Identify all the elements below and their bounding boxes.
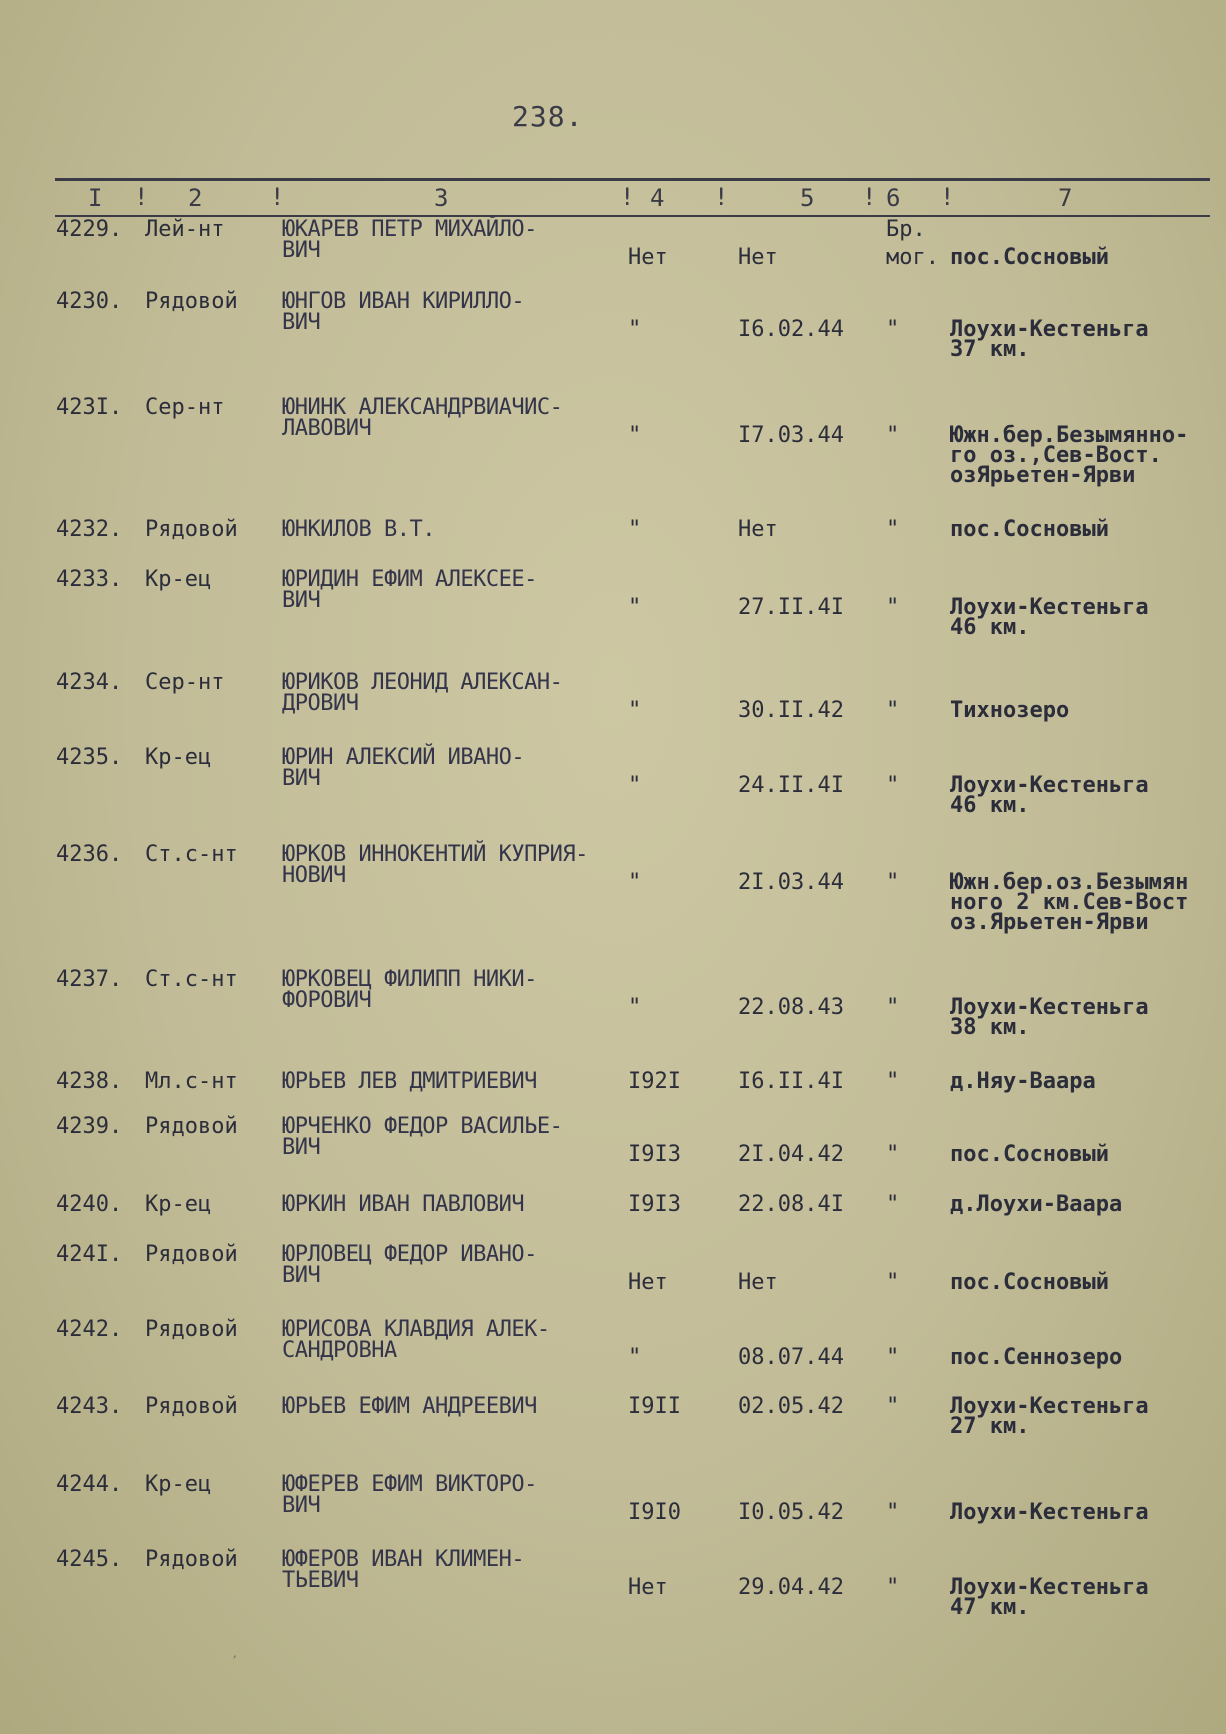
full-name bbox=[282, 1069, 537, 1094]
burial-location-line: Южн.бер.оз.Безымян bbox=[950, 870, 1189, 895]
military-rank: Ст.с-нт bbox=[145, 967, 238, 992]
header-col-5: 5 bbox=[800, 184, 815, 212]
burial-location-line: пос.Сосновый bbox=[950, 1142, 1109, 1167]
burial-location bbox=[950, 773, 1149, 818]
full-name bbox=[282, 395, 563, 441]
burial-location bbox=[950, 423, 1189, 488]
full-name bbox=[282, 567, 537, 613]
full-name-line-1: ЮРИДИН ЕФИМ АЛЕКСЕЕ- bbox=[282, 567, 537, 592]
military-rank: Кр-ец bbox=[145, 1472, 212, 1497]
burial-location-line: го оз.,Сев-Вост. bbox=[950, 443, 1162, 468]
burial-location-line: 46 км. bbox=[950, 615, 1030, 640]
military-rank: Рядовой bbox=[145, 1317, 238, 1342]
burial-location bbox=[950, 1192, 1123, 1217]
burial-location bbox=[950, 995, 1149, 1040]
header-col-1: I bbox=[88, 184, 103, 212]
burial-type: " bbox=[886, 870, 900, 895]
burial-location bbox=[950, 1069, 1096, 1094]
military-rank: Рядовой bbox=[145, 1242, 238, 1267]
full-name bbox=[282, 217, 537, 263]
burial-location bbox=[950, 698, 1070, 723]
death-date: 29.04.42 bbox=[738, 1575, 844, 1600]
death-date: I0.05.42 bbox=[738, 1500, 844, 1525]
full-name bbox=[282, 289, 525, 335]
death-date: 24.II.4I bbox=[738, 773, 844, 798]
birth-year: I92I bbox=[628, 1069, 681, 1094]
burial-location bbox=[950, 870, 1189, 935]
entry-number: 4234. bbox=[56, 670, 123, 695]
birth-year: " bbox=[628, 773, 642, 798]
birth-year: " bbox=[628, 423, 642, 448]
burial-location bbox=[950, 1142, 1109, 1167]
header-col-6: 6 bbox=[886, 184, 901, 212]
full-name-line-2: ВИЧ bbox=[282, 1493, 321, 1518]
entry-number: 4229. bbox=[56, 217, 123, 242]
full-name bbox=[282, 1472, 537, 1518]
military-rank: Рядовой bbox=[145, 289, 238, 314]
full-name bbox=[282, 745, 525, 791]
burial-type: " bbox=[886, 1142, 900, 1167]
header-separator: ! bbox=[862, 183, 877, 211]
death-date: I7.03.44 bbox=[738, 423, 844, 448]
header-separator: ! bbox=[270, 183, 285, 211]
header-separator: ! bbox=[714, 183, 729, 211]
burial-location-line: Тихнозеро bbox=[950, 698, 1070, 723]
full-name-line-1: ЮКАРЕВ ПЕТР МИХАЙЛО- bbox=[282, 217, 537, 242]
military-rank: Кр-ец bbox=[145, 567, 212, 592]
death-date: I6.02.44 bbox=[738, 317, 844, 342]
burial-type-line-1: Бр. bbox=[886, 217, 926, 242]
death-date: 2I.04.42 bbox=[738, 1142, 844, 1167]
full-name-line-1: ЮРИКОВ ЛЕОНИД АЛЕКСАН- bbox=[282, 670, 563, 695]
burial-location-line: пос.Сеннозеро bbox=[950, 1345, 1123, 1370]
death-date: 22.08.43 bbox=[738, 995, 844, 1020]
full-name bbox=[282, 1317, 550, 1363]
burial-location-line: 46 км. bbox=[950, 793, 1030, 818]
full-name-line-2: ВИЧ bbox=[282, 1263, 321, 1288]
full-name bbox=[282, 967, 537, 1013]
death-date: 27.II.4I bbox=[738, 595, 844, 620]
death-date: I6.II.4I bbox=[738, 1069, 844, 1094]
entry-number: 4243. bbox=[56, 1394, 123, 1419]
birth-year: " bbox=[628, 995, 642, 1020]
burial-type: " bbox=[886, 698, 900, 723]
table-header-rule bbox=[55, 215, 1210, 217]
burial-location-line: Лоухи-Кестеньга bbox=[950, 1500, 1149, 1525]
birth-year: I9I3 bbox=[628, 1192, 681, 1217]
header-separator: ! bbox=[620, 183, 635, 211]
birth-year: Нет bbox=[628, 1575, 668, 1600]
burial-location bbox=[950, 1345, 1123, 1370]
full-name bbox=[282, 1114, 563, 1160]
burial-type: " bbox=[886, 773, 900, 798]
military-rank: Кр-ец bbox=[145, 1192, 212, 1217]
full-name bbox=[282, 1547, 525, 1593]
military-rank: Сер-нт bbox=[145, 670, 225, 695]
military-rank: Рядовой bbox=[145, 1394, 238, 1419]
full-name-line-2: ЛАВОВИЧ bbox=[282, 416, 372, 441]
burial-type: " bbox=[886, 595, 900, 620]
burial-type: " bbox=[886, 1500, 900, 1525]
full-name-line-2: ФОРОВИЧ bbox=[282, 988, 372, 1013]
header-col-2: 2 bbox=[188, 184, 203, 212]
full-name bbox=[282, 1192, 525, 1217]
burial-type: " bbox=[886, 423, 900, 448]
burial-location-line: озЯрьетен-Ярви bbox=[950, 463, 1136, 488]
entry-number: 4238. bbox=[56, 1069, 123, 1094]
burial-location-line: оз.Ярьетен-Ярви bbox=[950, 910, 1149, 935]
full-name-line-2: ВИЧ bbox=[282, 588, 321, 613]
burial-location-line: Южн.бер.Безымянно- bbox=[950, 423, 1189, 448]
full-name-line-1: ЮНИНК АЛЕКСАНДРВИАЧИС- bbox=[282, 395, 563, 420]
birth-year: " bbox=[628, 317, 642, 342]
burial-type: мог. bbox=[886, 245, 939, 270]
burial-location-line: д.Лоухи-Ваара bbox=[950, 1192, 1123, 1217]
full-name-line-2: САНДРОВНА bbox=[282, 1338, 397, 1363]
death-date: Нет bbox=[738, 1270, 778, 1295]
full-name-line-1: ЮНКИЛОВ В.Т. bbox=[282, 517, 435, 542]
entry-number: 4232. bbox=[56, 517, 123, 542]
full-name-line-1: ЮРЬЕВ ЕФИМ АНДРЕЕВИЧ bbox=[282, 1394, 537, 1419]
full-name-line-1: ЮРКОВЕЦ ФИЛИПП НИКИ- bbox=[282, 967, 537, 992]
military-rank: Мл.с-нт bbox=[145, 1069, 238, 1094]
burial-location bbox=[950, 1500, 1149, 1525]
full-name-line-2: НОВИЧ bbox=[282, 863, 346, 888]
full-name bbox=[282, 517, 435, 542]
full-name-line-2: ДРОВИЧ bbox=[282, 691, 359, 716]
birth-year: Нет bbox=[628, 1270, 668, 1295]
page-number: 238. bbox=[512, 100, 584, 133]
header-col-7: 7 bbox=[1058, 184, 1073, 212]
entry-number: 4244. bbox=[56, 1472, 123, 1497]
burial-location bbox=[950, 1575, 1149, 1620]
burial-location-line: Лоухи-Кестеньга bbox=[950, 1394, 1149, 1419]
entry-number: 424I. bbox=[56, 1242, 123, 1267]
burial-location-line: пос.Сосновый bbox=[950, 1270, 1109, 1295]
entry-number: 4245. bbox=[56, 1547, 123, 1572]
birth-year: " bbox=[628, 698, 642, 723]
header-separator: ! bbox=[134, 183, 149, 211]
burial-location-line: ного 2 км.Сев-Вост bbox=[950, 890, 1189, 915]
pencil-mark: ′ bbox=[230, 1652, 240, 1671]
burial-location bbox=[950, 1270, 1109, 1295]
full-name-line-1: ЮРЛОВЕЦ ФЕДОР ИВАНО- bbox=[282, 1242, 537, 1267]
full-name-line-1: ЮФЕРОВ ИВАН КЛИМЕН- bbox=[282, 1547, 525, 1572]
burial-type: " bbox=[886, 1575, 900, 1600]
burial-location-line: д.Няу-Ваара bbox=[950, 1069, 1096, 1094]
full-name bbox=[282, 1242, 537, 1288]
burial-type: " bbox=[886, 317, 900, 342]
birth-year: Нет bbox=[628, 245, 668, 270]
full-name-line-2: ВИЧ bbox=[282, 310, 321, 335]
burial-type: " bbox=[886, 1270, 900, 1295]
birth-year: I9II bbox=[628, 1394, 681, 1419]
entry-number: 4237. bbox=[56, 967, 123, 992]
full-name-line-1: ЮРКОВ ИННОКЕНТИЙ КУПРИЯ- bbox=[282, 842, 588, 867]
full-name-line-1: ЮРКИН ИВАН ПАВЛОВИЧ bbox=[282, 1192, 525, 1217]
full-name-line-1: ЮРЧЕНКО ФЕДОР ВАСИЛЬЕ- bbox=[282, 1114, 563, 1139]
burial-location bbox=[950, 1394, 1149, 1439]
burial-location bbox=[950, 317, 1149, 362]
burial-location-line: 27 км. bbox=[950, 1414, 1030, 1439]
entry-number: 4230. bbox=[56, 289, 123, 314]
burial-type: " bbox=[886, 1192, 900, 1217]
death-date: 30.II.42 bbox=[738, 698, 844, 723]
header-col-4: 4 bbox=[650, 184, 665, 212]
death-date: 22.08.4I bbox=[738, 1192, 844, 1217]
burial-type: " bbox=[886, 1069, 900, 1094]
header-col-3: 3 bbox=[434, 184, 449, 212]
entry-number: 4236. bbox=[56, 842, 123, 867]
burial-location-line: Лоухи-Кестеньга bbox=[950, 773, 1149, 798]
burial-location-line: Лоухи-Кестеньга bbox=[950, 595, 1149, 620]
full-name-line-1: ЮРИН АЛЕКСИЙ ИВАНО- bbox=[282, 745, 525, 770]
burial-location-line: Лоухи-Кестеньга bbox=[950, 995, 1149, 1020]
death-date: 02.05.42 bbox=[738, 1394, 844, 1419]
burial-location-line: 37 км. bbox=[950, 337, 1030, 362]
burial-type: " bbox=[886, 517, 900, 542]
birth-year: " bbox=[628, 595, 642, 620]
military-rank: Рядовой bbox=[145, 1114, 238, 1139]
death-date: 2I.03.44 bbox=[738, 870, 844, 895]
birth-year: I9I0 bbox=[628, 1500, 681, 1525]
full-name-line-1: ЮФЕРЕВ ЕФИМ ВИКТОРО- bbox=[282, 1472, 537, 1497]
entry-number: 4233. bbox=[56, 567, 123, 592]
burial-type: " bbox=[886, 995, 900, 1020]
full-name-line-2: ВИЧ bbox=[282, 766, 321, 791]
full-name bbox=[282, 1394, 537, 1419]
death-date: 08.07.44 bbox=[738, 1345, 844, 1370]
birth-year: " bbox=[628, 1345, 642, 1370]
burial-location bbox=[950, 595, 1149, 640]
full-name bbox=[282, 842, 588, 888]
entry-number: 4235. bbox=[56, 745, 123, 770]
birth-year: " bbox=[628, 517, 642, 542]
death-date: Нет bbox=[738, 517, 778, 542]
military-rank: Рядовой bbox=[145, 517, 238, 542]
entry-number: 4240. bbox=[56, 1192, 123, 1217]
birth-year: " bbox=[628, 870, 642, 895]
military-rank: Ст.с-нт bbox=[145, 842, 238, 867]
header-separator: ! bbox=[940, 183, 955, 211]
birth-year: I9I3 bbox=[628, 1142, 681, 1167]
full-name-line-2: ВИЧ bbox=[282, 1135, 321, 1160]
military-rank: Рядовой bbox=[145, 1547, 238, 1572]
military-rank: Сер-нт bbox=[145, 395, 225, 420]
full-name-line-1: ЮНГОВ ИВАН КИРИЛЛО- bbox=[282, 289, 525, 314]
burial-type: " bbox=[886, 1394, 900, 1419]
burial-location-line: Лоухи-Кестеньга bbox=[950, 1575, 1149, 1600]
full-name-line-2: ТЬЕВИЧ bbox=[282, 1568, 359, 1593]
full-name-line-1: ЮРЬЕВ ЛЕВ ДМИТРИЕВИЧ bbox=[282, 1069, 537, 1094]
burial-location-line: пос.Сосновый bbox=[950, 517, 1109, 542]
death-date: Нет bbox=[738, 245, 778, 270]
burial-location-line: Лоухи-Кестеньга bbox=[950, 317, 1149, 342]
entry-number: 4242. bbox=[56, 1317, 123, 1342]
burial-location bbox=[950, 245, 1109, 270]
entry-number: 423I. bbox=[56, 395, 123, 420]
entry-number: 4239. bbox=[56, 1114, 123, 1139]
burial-location bbox=[950, 517, 1109, 542]
burial-type: " bbox=[886, 1345, 900, 1370]
table-header bbox=[0, 181, 1226, 215]
burial-location-line: 47 км. bbox=[950, 1595, 1030, 1620]
full-name-line-1: ЮРИСОВА КЛАВДИЯ АЛЕК- bbox=[282, 1317, 550, 1342]
military-rank: Кр-ец bbox=[145, 745, 212, 770]
burial-location-line: 38 км. bbox=[950, 1015, 1030, 1040]
military-rank: Лей-нт bbox=[145, 217, 225, 242]
full-name-line-2: ВИЧ bbox=[282, 238, 321, 263]
burial-location-line: пос.Сосновый bbox=[950, 245, 1109, 270]
full-name bbox=[282, 670, 563, 716]
